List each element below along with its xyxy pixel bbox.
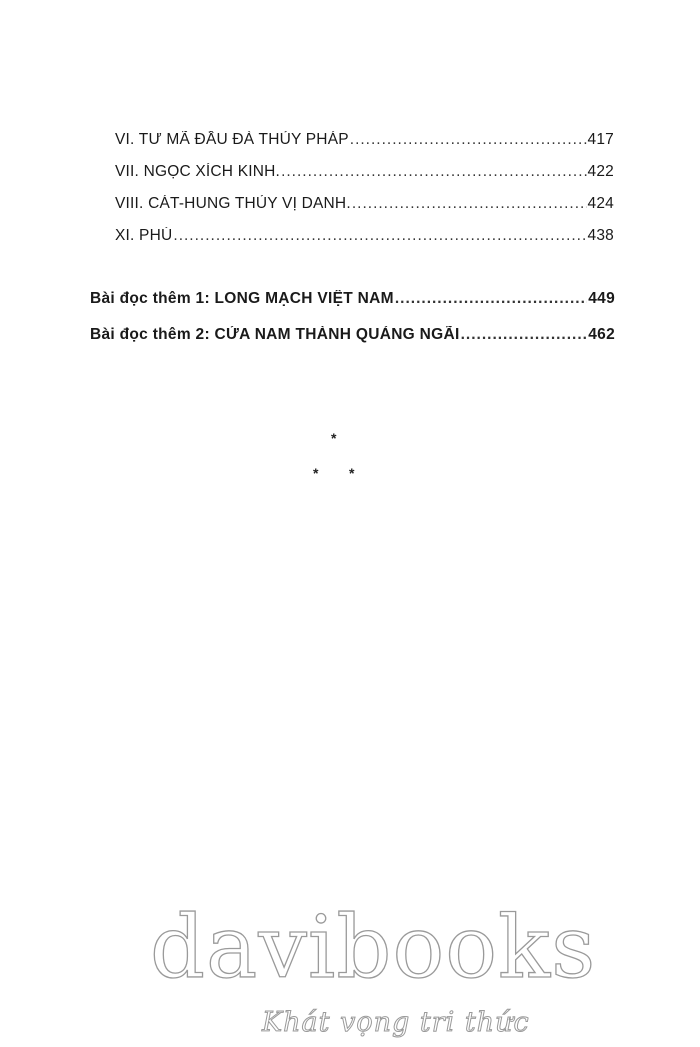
toc-dot-leader xyxy=(352,195,587,213)
asterisk-left: * xyxy=(313,465,319,481)
toc-entry-title: Bài đọc thêm 2: CỬA NAM THÀNH QUẢNG NGÃI xyxy=(90,326,460,343)
watermark-brand: davibooks xyxy=(150,898,597,998)
toc-entry-viii[interactable] xyxy=(115,195,614,213)
toc-entry-xi[interactable] xyxy=(115,227,614,245)
toc-page-number: 462 xyxy=(588,326,615,343)
toc-entry-title: Bài đọc thêm 1: LONG MẠCH VIỆT NAM xyxy=(90,290,394,307)
toc-page-number: 424 xyxy=(587,195,614,212)
toc-entry-vi[interactable] xyxy=(115,131,614,149)
toc-entry-title: VII. NGỌC XÍCH KINH. xyxy=(115,163,281,180)
toc-page-number: 422 xyxy=(587,163,614,180)
watermark-tagline: Khát vọng tri thức xyxy=(262,1007,530,1038)
toc-page-number: 417 xyxy=(587,131,614,148)
toc-dot-leader xyxy=(281,163,586,181)
toc-entry-title: VI. TƯ MÃ ĐẦU ĐÀ THỦY PHÁP xyxy=(115,131,349,148)
toc-dot-leader xyxy=(395,290,587,308)
toc-page-number: 438 xyxy=(587,227,614,244)
toc-dot-leader xyxy=(461,326,588,344)
toc-entry-vii[interactable] xyxy=(115,163,614,181)
toc-page-number: 449 xyxy=(588,290,615,307)
toc-dot-leader xyxy=(350,131,587,149)
asterisk-right: * xyxy=(349,465,355,481)
toc-entry-title: VIII. CÁT-HUNG THỦY VỊ DANH. xyxy=(115,195,351,212)
toc-entry-reading-2[interactable] xyxy=(90,326,615,344)
toc-entry-title: XI. PHÚ xyxy=(115,227,173,244)
toc-entry-reading-1[interactable] xyxy=(90,290,615,308)
asterisk-top: * xyxy=(331,430,337,446)
publisher-watermark xyxy=(150,898,597,1045)
toc-dot-leader xyxy=(173,227,586,245)
